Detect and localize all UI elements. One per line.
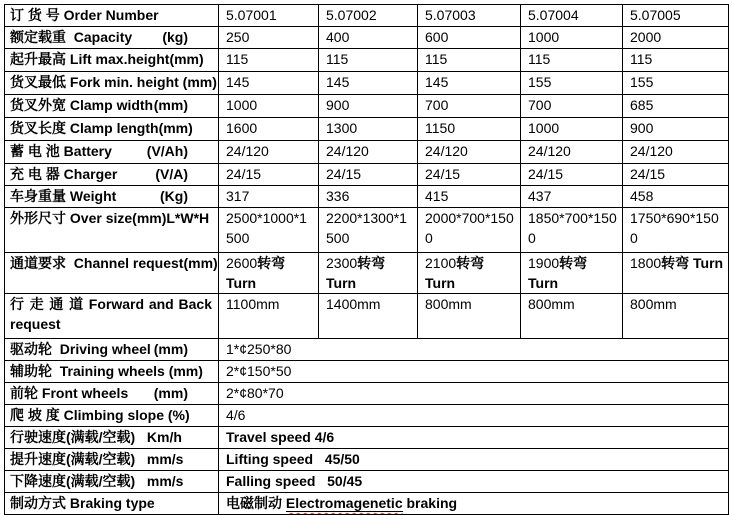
row-label: 订 货 号 Order Number [10,7,159,23]
spec-value-cell: 1600 [219,118,319,141]
row-label-cell [5,427,219,449]
spec-value-cell [521,253,623,294]
spec-value-cell: Falling speed 50/45 [219,471,729,493]
spec-value-cell: 900 [319,95,418,118]
row-label-cell [5,27,219,49]
row-label-cell [5,405,219,427]
spec-value-cell: 24/15 [319,164,418,186]
spec-value-cell: 155 [623,72,729,95]
row-label-cell [5,49,219,72]
spec-value-cell: Travel speed 4/6 [219,427,729,449]
row-fork-min-height [5,72,729,95]
row-label: 货叉长度 Clamp length [10,120,159,136]
spec-value-cell: 145 [319,72,418,95]
row-label: 行驶速度(满载/空载) Km/h [10,429,182,445]
row-front-wheels [5,383,729,405]
row-label: 辅助轮 Training wheels (mm) [10,363,203,379]
spec-value-cell: 4/6 [219,405,729,427]
spec-value-cell: 437 [521,186,623,208]
spec-value-cell: 1100mm [219,294,319,339]
spec-value-cell [418,253,521,294]
row-label: 前轮 Front wheels [10,385,129,401]
spec-value-cell: 250 [219,27,319,49]
spec-value-cell: 2500*1000*1500 [219,208,319,253]
spec-value-cell: 700 [521,95,623,118]
braking-type-suffix: braking [402,495,458,511]
row-unit: (mm) [153,341,188,357]
row-order-number [5,5,729,27]
row-label-cell [5,186,219,208]
turn-radius-value: 2100 [425,255,457,271]
row-label: 额定载重 Capacity [10,29,133,45]
row-unit: (mm) [153,385,188,401]
row-label: 货叉最低 Fork min. height (mm) [10,74,217,90]
row-training-wheels [5,361,729,383]
spec-value-cell: 1300 [319,118,418,141]
spec-value-cell: 1*¢250*80 [219,339,729,361]
row-label: 蓄 电 池 Battery [10,143,112,159]
spec-value-cell: 115 [219,49,319,72]
row-label-line1: 行 走 通 道 Forward and Back [10,296,212,312]
turn-radius-value: 1900 [528,255,560,271]
turn-label: 转弯 Turn [661,255,724,271]
row-lift-max-height [5,49,729,72]
row-label: 制动方式 Braking type [10,495,155,511]
row-label: 通道要求 Channel request(mm) [10,255,218,271]
spec-value-cell: 24/120 [418,141,521,164]
turn-radius-value: 1800 [630,255,662,271]
spec-value-cell: 458 [623,186,729,208]
row-label-line2: request [10,316,61,332]
spec-value-cell: 400 [319,27,418,49]
spec-value-cell: 145 [219,72,319,95]
row-label-cell [5,253,219,294]
row-charger [5,164,729,186]
spec-value-cell: 115 [521,49,623,72]
spec-value-cell: 2*¢150*50 [219,361,729,383]
spec-value-cell: 800mm [521,294,623,339]
spec-table [4,4,729,515]
spec-value-cell [219,493,729,515]
spec-value-cell: 1000 [521,118,623,141]
spec-value-cell: 1750*690*1500 [623,208,729,253]
spec-value-cell: 24/15 [623,164,729,186]
braking-type-prefix: 电磁制动 [226,495,286,511]
row-unit: (V/Ah) [146,143,188,159]
row-forward-back-request [5,294,729,339]
row-unit: (Kg) [160,188,188,204]
spec-value-cell: Lifting speed 45/50 [219,449,729,471]
row-climbing-slope [5,405,729,427]
row-label: 爬 坡 度 Climbing slope (%) [10,407,190,423]
spec-value-cell: 115 [319,49,418,72]
spec-value-cell: 1400mm [319,294,418,339]
spec-value-cell: 336 [319,186,418,208]
spec-value-cell: 5.07001 [219,5,319,27]
spec-value-cell: 1000 [521,27,623,49]
row-label-cell [5,361,219,383]
spec-value-cell: 2000 [623,27,729,49]
spec-value-cell: 24/120 [319,141,418,164]
spec-value-cell: 24/15 [418,164,521,186]
row-label-cell [5,471,219,493]
row-label: 车身重量 Weight [10,188,117,204]
row-label: 货叉外宽 Clamp width [10,97,154,113]
row-lifting-speed [5,449,729,471]
spec-value-cell: 145 [418,72,521,95]
spec-value-cell: 685 [623,95,729,118]
spec-value-cell: 24/15 [521,164,623,186]
spec-value-cell: 5.07005 [623,5,729,27]
row-battery [5,141,729,164]
row-channel-request [5,253,729,294]
spec-value-cell: 24/15 [219,164,319,186]
spec-value-cell: 317 [219,186,319,208]
turn-radius-value: 2300 [326,255,358,271]
spec-value-cell: 800mm [623,294,729,339]
row-falling-speed [5,471,729,493]
spec-value-cell: 2200*1300*1500 [319,208,418,253]
row-label: 下降速度(满载/空载) mm/s [10,473,184,489]
spec-value-cell: 24/120 [521,141,623,164]
spec-value-cell: 5.07003 [418,5,521,27]
spec-value-cell: 115 [418,49,521,72]
row-label: 提升速度(满载/空载) mm/s [10,451,184,467]
row-label-cell [5,339,219,361]
spec-value-cell: 1150 [418,118,521,141]
braking-type-underlined-word: Electromagenetic [285,495,403,511]
row-label-cell [5,449,219,471]
row-label-cell [5,5,219,27]
row-label-cell [5,383,219,405]
row-label: 外形尺寸 Over size(mm)L*W*H [10,210,210,226]
spec-value-cell: 24/120 [623,141,729,164]
row-unit: (mm) [153,97,188,113]
turn-label: 转弯 Turn [326,255,390,291]
row-label-cell [5,208,219,253]
row-clamp-length [5,118,729,141]
spec-value-cell: 415 [418,186,521,208]
spec-value-cell: 5.07004 [521,5,623,27]
row-label-cell [5,118,219,141]
row-label-cell [5,493,219,515]
row-unit: (mm) [158,120,193,136]
spec-sheet [4,4,729,515]
spec-value-cell: 155 [521,72,623,95]
row-label: 驱动轮 Driving wheel [10,341,151,357]
spec-value-cell: 5.07002 [319,5,418,27]
row-label-cell [5,95,219,118]
row-label: 起升最高 Lift max.height(mm) [10,51,204,67]
row-unit: (kg) [162,29,188,45]
row-over-size [5,208,729,253]
spec-value-cell: 600 [418,27,521,49]
turn-radius-value: 2600 [226,255,258,271]
spec-value-cell [319,253,418,294]
row-braking-type [5,493,729,515]
row-travel-speed [5,427,729,449]
row-label: 充 电 器 Charger [10,166,118,182]
spec-value-cell: 700 [418,95,521,118]
turn-label: 转弯 Turn [425,255,489,291]
spec-value-cell: 900 [623,118,729,141]
row-unit: (V/A) [155,166,188,182]
row-label-cell [5,72,219,95]
spec-value-cell: 1850*700*1500 [521,208,623,253]
spec-value-cell [623,253,729,294]
spec-value-cell: 115 [623,49,729,72]
spec-value-cell: 2000*700*1500 [418,208,521,253]
row-weight [5,186,729,208]
turn-label: 转弯 Turn [226,255,290,291]
row-driving-wheel [5,339,729,361]
spec-value-cell: 1000 [219,95,319,118]
row-label-cell [5,141,219,164]
row-capacity [5,27,729,49]
row-label-cell [5,164,219,186]
spec-value-cell: 24/120 [219,141,319,164]
spec-value-cell: 2*¢80*70 [219,383,729,405]
row-clamp-width [5,95,729,118]
turn-label: 转弯 Turn [528,255,592,291]
row-label-cell [5,294,219,339]
spec-value-cell: 800mm [418,294,521,339]
spec-value-cell [219,253,319,294]
